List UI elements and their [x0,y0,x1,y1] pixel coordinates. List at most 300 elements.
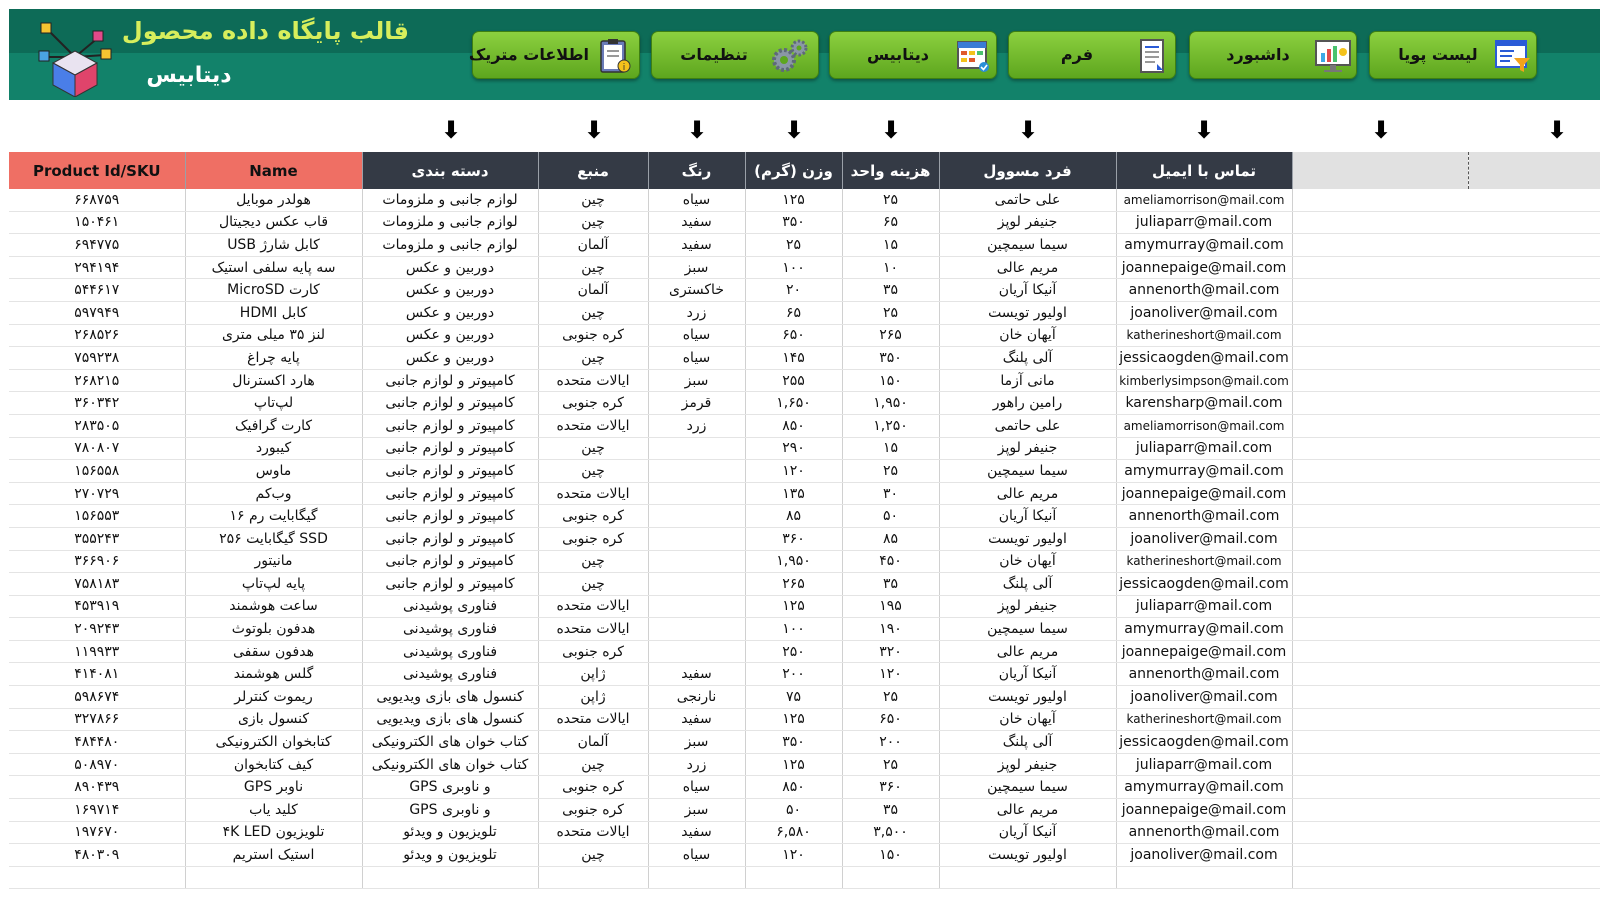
cell-empty[interactable] [1292,460,1468,483]
cell-source[interactable]: چین [538,573,648,596]
cell-unit-cost[interactable]: ۱۹۵ [842,595,939,618]
cell-responsible[interactable]: آنیکا آریان [939,663,1116,686]
cell-email[interactable]: jessicaogden@mail.com [1116,731,1292,754]
cell-color[interactable] [648,482,745,505]
column-header-responsible[interactable]: فرد مسوول [939,152,1116,189]
cell-source[interactable]: چین [538,347,648,370]
cell-email[interactable]: joanoliver@mail.com [1116,301,1292,324]
cell-unit-cost[interactable]: ۸۵ [842,527,939,550]
cell-color[interactable]: سفید [648,821,745,844]
cell-email[interactable]: joannepaige@mail.com [1116,799,1292,822]
cell-empty[interactable] [1468,392,1600,415]
cell-weight[interactable]: ۱۲۵ [745,595,842,618]
cell-category[interactable]: کامپیوتر و لوازم جانبی [362,414,538,437]
cell-weight[interactable]: ۱۲۰ [745,844,842,867]
table-row[interactable] [9,256,1600,279]
cell-weight[interactable]: ۱۰۰ [745,256,842,279]
cell-sku[interactable]: ۱۵۶۵۵۸ [9,460,185,483]
cell-category[interactable]: فناوری پوشیدنی [362,640,538,663]
cell-email[interactable]: joanoliver@mail.com [1116,844,1292,867]
cell-category[interactable]: کامپیوتر و لوازم جانبی [362,392,538,415]
filter-arrow-icon[interactable]: ⬇ [1547,116,1568,144]
cell-name[interactable]: ساعت هوشمند [185,595,362,618]
column-header-sku[interactable]: Product Id/SKU [9,152,185,189]
cell-empty[interactable] [1468,460,1600,483]
cell-source[interactable]: آلمان [538,279,648,302]
cell-color[interactable] [648,866,745,889]
table-row[interactable] [9,573,1600,596]
cell-source[interactable]: ایالات متحده [538,618,648,641]
table-row[interactable] [9,279,1600,302]
cell-category[interactable]: کامپیوتر و لوازم جانبی [362,437,538,460]
table-row[interactable] [9,776,1600,799]
cell-email[interactable]: annenorth@mail.com [1116,821,1292,844]
cell-color[interactable]: سیاه [648,189,745,211]
cell-color[interactable]: زرد [648,301,745,324]
cell-name[interactable]: پایه لپ‌تاپ [185,573,362,596]
cell-weight[interactable]: ۱۲۵ [745,189,842,211]
cell-empty[interactable] [1292,437,1468,460]
cell-source[interactable]: کره جنوبی [538,776,648,799]
cell-responsible[interactable]: آلی پلنگ [939,573,1116,596]
cell-unit-cost[interactable]: ۲۵ [842,686,939,709]
cell-color[interactable]: سفید [648,211,745,234]
cell-color[interactable]: قرمز [648,392,745,415]
cell-empty[interactable] [1292,821,1468,844]
cell-color[interactable] [648,550,745,573]
cell-empty[interactable] [1468,527,1600,550]
cell-color[interactable]: زرد [648,753,745,776]
cell-responsible[interactable]: مریم عالی [939,256,1116,279]
table-row[interactable] [9,392,1600,415]
cell-email[interactable] [1116,866,1292,889]
cell-color[interactable]: نارنجی [648,686,745,709]
cell-name[interactable]: وب‌کم [185,482,362,505]
cell-weight[interactable]: ۵۰ [745,799,842,822]
cell-category[interactable]: دوربین و عکس [362,324,538,347]
table-row[interactable] [9,618,1600,641]
cell-empty[interactable] [1468,211,1600,234]
cell-responsible[interactable]: اولیور تویست [939,301,1116,324]
cell-sku[interactable]: ۱۱۹۹۳۳ [9,640,185,663]
cell-empty[interactable] [1292,256,1468,279]
cell-empty[interactable] [1468,437,1600,460]
cell-unit-cost[interactable]: ۲۰۰ [842,731,939,754]
cell-weight[interactable]: ۱۴۵ [745,347,842,370]
cell-name[interactable]: لنز ۳۵ میلی متری [185,324,362,347]
cell-weight[interactable]: ۲۹۰ [745,437,842,460]
cell-unit-cost[interactable]: ۴۵۰ [842,550,939,573]
cell-sku[interactable]: ۲۷۰۷۲۹ [9,482,185,505]
cell-unit-cost[interactable]: ۱۰ [842,256,939,279]
cell-source[interactable]: آلمان [538,731,648,754]
cell-empty[interactable] [1468,753,1600,776]
cell-empty[interactable] [1292,708,1468,731]
cell-responsible[interactable]: اولیور تویست [939,844,1116,867]
cell-empty[interactable] [1468,414,1600,437]
cell-weight[interactable]: ۱۳۵ [745,482,842,505]
cell-sku[interactable] [9,866,185,889]
cell-sku[interactable]: ۶۶۸۷۵۹ [9,189,185,211]
cell-empty[interactable] [1292,211,1468,234]
cell-category[interactable]: دوربین و عکس [362,256,538,279]
cell-responsible[interactable]: آنیکا آریان [939,821,1116,844]
cell-email[interactable]: amymurray@mail.com [1116,776,1292,799]
cell-empty[interactable] [1468,640,1600,663]
cell-name[interactable]: تلویزیون ۴K LED [185,821,362,844]
cell-empty[interactable] [1292,189,1468,211]
cell-name[interactable]: مانیتور [185,550,362,573]
cell-email[interactable]: katherineshort@mail.com [1116,708,1292,731]
table-row[interactable] [9,324,1600,347]
cell-source[interactable]: کره جنوبی [538,392,648,415]
cell-responsible[interactable]: جنیفر لوپز [939,595,1116,618]
cell-unit-cost[interactable]: ۱۵ [842,234,939,257]
cell-unit-cost[interactable]: ۵۰ [842,505,939,528]
cell-empty[interactable] [1468,618,1600,641]
filter-arrow-icon[interactable]: ⬇ [1371,116,1392,144]
cell-responsible[interactable]: آلی پلنگ [939,347,1116,370]
cell-empty[interactable] [1292,279,1468,302]
cell-unit-cost[interactable]: ۶۵۰ [842,708,939,731]
cell-weight[interactable]: ۲۰ [745,279,842,302]
cell-sku[interactable]: ۴۱۴۰۸۱ [9,663,185,686]
cell-email[interactable]: joanoliver@mail.com [1116,686,1292,709]
cell-empty[interactable] [1468,573,1600,596]
cell-responsible[interactable]: آیهان خان [939,708,1116,731]
filter-arrow-icon[interactable]: ⬇ [584,116,605,144]
cell-empty[interactable] [1292,347,1468,370]
column-header-empty[interactable] [1292,152,1468,189]
cell-responsible[interactable]: آنیکا آریان [939,279,1116,302]
cell-empty[interactable] [1468,821,1600,844]
cell-source[interactable]: چین [538,753,648,776]
cell-empty[interactable] [1468,550,1600,573]
table-row[interactable] [9,753,1600,776]
cell-empty[interactable] [1468,256,1600,279]
cell-unit-cost[interactable]: ۳۵ [842,279,939,302]
cell-email[interactable]: jessicaogden@mail.com [1116,573,1292,596]
cell-source[interactable]: ایالات متحده [538,595,648,618]
cell-color[interactable]: سفید [648,708,745,731]
cell-weight[interactable]: ۸۵۰ [745,414,842,437]
cell-unit-cost[interactable]: ۳۲۰ [842,640,939,663]
cell-weight[interactable]: ۲۵ [745,234,842,257]
cell-empty[interactable] [1292,731,1468,754]
cell-unit-cost[interactable]: ۳۶۰ [842,776,939,799]
cell-empty[interactable] [1292,527,1468,550]
cell-responsible[interactable]: آیهان خان [939,550,1116,573]
table-row[interactable] [9,866,1600,889]
cell-color[interactable]: سیاه [648,844,745,867]
cell-unit-cost[interactable]: ۱۵۰ [842,844,939,867]
nav-button-dynamic-list[interactable] [1369,31,1537,79]
cell-responsible[interactable]: سیما سیمچین [939,776,1116,799]
cell-name[interactable]: ریموت کنترلر [185,686,362,709]
table-row[interactable] [9,595,1600,618]
cell-email[interactable]: annenorth@mail.com [1116,663,1292,686]
cell-empty[interactable] [1292,686,1468,709]
cell-source[interactable]: کره جنوبی [538,505,648,528]
cell-sku[interactable]: ۲۶۸۵۲۶ [9,324,185,347]
cell-empty[interactable] [1292,844,1468,867]
cell-source[interactable]: ایالات متحده [538,821,648,844]
cell-email[interactable]: juliaparr@mail.com [1116,437,1292,460]
table-row[interactable] [9,414,1600,437]
cell-weight[interactable]: ۶۵۰ [745,324,842,347]
cell-empty[interactable] [1292,324,1468,347]
cell-name[interactable]: لپ‌تاپ [185,392,362,415]
table-row[interactable] [9,234,1600,257]
cell-name[interactable]: کابل HDMI [185,301,362,324]
cell-responsible[interactable] [939,866,1116,889]
table-row[interactable] [9,211,1600,234]
cell-name[interactable] [185,866,362,889]
cell-category[interactable]: کامپیوتر و لوازم جانبی [362,573,538,596]
cell-unit-cost[interactable]: ۳۰ [842,482,939,505]
cell-email[interactable]: annenorth@mail.com [1116,505,1292,528]
cell-color[interactable]: سیاه [648,347,745,370]
cell-weight[interactable]: ۸۵ [745,505,842,528]
column-header-email[interactable]: تماس با ایمیل [1116,152,1292,189]
cell-empty[interactable] [1292,753,1468,776]
cell-name[interactable]: کنسول بازی [185,708,362,731]
cell-category[interactable]: و ناوبری GPS [362,776,538,799]
cell-weight[interactable]: ۱,۶۵۰ [745,392,842,415]
cell-responsible[interactable]: جنیفر لوپز [939,753,1116,776]
cell-category[interactable]: تلویزیون و ویدئو [362,844,538,867]
cell-sku[interactable]: ۳۵۵۲۴۳ [9,527,185,550]
cell-sku[interactable]: ۱۶۹۷۱۴ [9,799,185,822]
cell-category[interactable]: کتاب خوان های الکترونیکی [362,731,538,754]
cell-source[interactable]: کره جنوبی [538,799,648,822]
cell-source[interactable]: کره جنوبی [538,324,648,347]
cell-unit-cost[interactable]: ۲۵ [842,460,939,483]
cell-empty[interactable] [1468,866,1600,889]
cell-sku[interactable]: ۷۵۹۲۳۸ [9,347,185,370]
cell-source[interactable]: چین [538,301,648,324]
cell-email[interactable]: juliaparr@mail.com [1116,211,1292,234]
cell-source[interactable]: ایالات متحده [538,369,648,392]
cell-empty[interactable] [1468,189,1600,211]
cell-source[interactable]: آلمان [538,234,648,257]
cell-sku[interactable]: ۱۵۶۵۵۳ [9,505,185,528]
cell-weight[interactable] [745,866,842,889]
table-row[interactable] [9,686,1600,709]
cell-weight[interactable]: ۲۰۰ [745,663,842,686]
cell-empty[interactable] [1292,663,1468,686]
cell-unit-cost[interactable]: ۱۵ [842,437,939,460]
cell-unit-cost[interactable]: ۱,۲۵۰ [842,414,939,437]
cell-color[interactable]: سبز [648,256,745,279]
column-header-unit-cost[interactable]: هزینه واحد [842,152,939,189]
cell-empty[interactable] [1292,392,1468,415]
table-row[interactable] [9,799,1600,822]
table-row[interactable] [9,527,1600,550]
cell-weight[interactable]: ۱۰۰ [745,618,842,641]
column-header-source[interactable]: منبع [538,152,648,189]
filter-arrow-icon[interactable]: ⬇ [1018,116,1039,144]
cell-sku[interactable]: ۷۵۸۱۸۳ [9,573,185,596]
cell-empty[interactable] [1292,369,1468,392]
table-row[interactable] [9,640,1600,663]
cell-unit-cost[interactable]: ۲۶۵ [842,324,939,347]
cell-color[interactable] [648,595,745,618]
table-row[interactable] [9,821,1600,844]
cell-weight[interactable]: ۱۲۵ [745,708,842,731]
cell-empty[interactable] [1468,279,1600,302]
cell-source[interactable] [538,866,648,889]
cell-category[interactable]: کامپیوتر و لوازم جانبی [362,527,538,550]
cell-source[interactable]: چین [538,550,648,573]
cell-responsible[interactable]: جنیفر لوپز [939,211,1116,234]
cell-empty[interactable] [1468,708,1600,731]
cell-unit-cost[interactable]: ۲۵ [842,753,939,776]
table-row[interactable] [9,708,1600,731]
cell-sku[interactable]: ۵۹۸۶۷۴ [9,686,185,709]
cell-source[interactable]: ژاپن [538,663,648,686]
cell-weight[interactable]: ۱۲۰ [745,460,842,483]
cell-empty[interactable] [1292,776,1468,799]
cell-name[interactable]: گیگابایت رم ۱۶ [185,505,362,528]
cell-empty[interactable] [1292,618,1468,641]
cell-responsible[interactable]: جنیفر لوپز [939,437,1116,460]
cell-weight[interactable]: ۱,۹۵۰ [745,550,842,573]
cell-color[interactable] [648,573,745,596]
cell-empty[interactable] [1468,663,1600,686]
column-header-category[interactable]: دسته بندی [362,152,538,189]
cell-source[interactable]: ژاپن [538,686,648,709]
cell-color[interactable]: زرد [648,414,745,437]
cell-email[interactable]: joannepaige@mail.com [1116,640,1292,663]
cell-responsible[interactable]: مریم عالی [939,799,1116,822]
cell-empty[interactable] [1468,686,1600,709]
cell-category[interactable]: کامپیوتر و لوازم جانبی [362,482,538,505]
cell-email[interactable]: amymurray@mail.com [1116,234,1292,257]
cell-category[interactable]: کنسول های بازی ویدیویی [362,686,538,709]
cell-responsible[interactable]: سیما سیمچین [939,618,1116,641]
table-row[interactable] [9,731,1600,754]
cell-name[interactable]: گلس هوشمند [185,663,362,686]
cell-source[interactable]: چین [538,189,648,211]
cell-empty[interactable] [1468,301,1600,324]
cell-category[interactable]: دوربین و عکس [362,279,538,302]
cell-color[interactable]: سیاه [648,776,745,799]
cell-name[interactable]: کلید یاب [185,799,362,822]
cell-empty[interactable] [1292,595,1468,618]
cell-color[interactable] [648,437,745,460]
cell-name[interactable]: ماوس [185,460,362,483]
cell-sku[interactable]: ۱۹۷۶۷۰ [9,821,185,844]
cell-sku[interactable]: ۴۸۴۴۸۰ [9,731,185,754]
cell-category[interactable]: لوازم جانبی و ملزومات [362,211,538,234]
table-row[interactable] [9,437,1600,460]
cell-empty[interactable] [1468,595,1600,618]
cell-name[interactable]: هولدر موبایل [185,189,362,211]
cell-empty[interactable] [1292,550,1468,573]
cell-empty[interactable] [1468,324,1600,347]
table-row[interactable] [9,369,1600,392]
cell-empty[interactable] [1292,414,1468,437]
filter-arrow-icon[interactable]: ⬇ [1194,116,1215,144]
cell-sku[interactable]: ۲۰۹۲۴۳ [9,618,185,641]
cell-email[interactable]: joannepaige@mail.com [1116,482,1292,505]
cell-name[interactable]: هدفون سقفی [185,640,362,663]
cell-color[interactable] [648,618,745,641]
cell-unit-cost[interactable]: ۶۵ [842,211,939,234]
cell-responsible[interactable]: اولیور تویست [939,527,1116,550]
cell-name[interactable]: استیک استریم [185,844,362,867]
cell-color[interactable] [648,527,745,550]
cell-color[interactable]: سبز [648,369,745,392]
cell-empty[interactable] [1468,776,1600,799]
cell-unit-cost[interactable]: ۱۵۰ [842,369,939,392]
filter-arrow-icon[interactable]: ⬇ [784,116,805,144]
cell-category[interactable]: لوازم جانبی و ملزومات [362,189,538,211]
cell-responsible[interactable]: اولیور تویست [939,686,1116,709]
cell-sku[interactable]: ۵۹۷۹۴۹ [9,301,185,324]
cell-sku[interactable]: ۲۸۳۵۰۵ [9,414,185,437]
cell-email[interactable]: joannepaige@mail.com [1116,256,1292,279]
cell-category[interactable]: لوازم جانبی و ملزومات [362,234,538,257]
cell-email[interactable]: katherineshort@mail.com [1116,324,1292,347]
cell-unit-cost[interactable]: ۳,۵۰۰ [842,821,939,844]
cell-empty[interactable] [1468,347,1600,370]
cell-source[interactable]: ایالات متحده [538,482,648,505]
cell-sku[interactable]: ۳۶۰۳۴۲ [9,392,185,415]
cell-category[interactable]: فناوری پوشیدنی [362,618,538,641]
cell-responsible[interactable]: مریم عالی [939,640,1116,663]
cell-category[interactable]: فناوری پوشیدنی [362,663,538,686]
cell-responsible[interactable]: آنیکا آریان [939,505,1116,528]
column-header-name[interactable]: Name [185,152,362,189]
table-row[interactable] [9,550,1600,573]
cell-email[interactable]: jessicaogden@mail.com [1116,347,1292,370]
cell-empty[interactable] [1292,234,1468,257]
cell-email[interactable]: joanoliver@mail.com [1116,527,1292,550]
filter-arrow-icon[interactable]: ⬇ [687,116,708,144]
cell-unit-cost[interactable]: ۱۲۰ [842,663,939,686]
cell-weight[interactable]: ۲۵۵ [745,369,842,392]
cell-source[interactable]: کره جنوبی [538,527,648,550]
table-row[interactable] [9,189,1600,211]
filter-arrow-icon[interactable]: ⬇ [441,116,462,144]
cell-empty[interactable] [1292,640,1468,663]
cell-empty[interactable] [1468,234,1600,257]
cell-unit-cost[interactable] [842,866,939,889]
cell-source[interactable]: چین [538,844,648,867]
column-header-empty[interactable] [1468,152,1600,189]
table-row[interactable] [9,844,1600,867]
cell-name[interactable]: کیبورد [185,437,362,460]
cell-name[interactable]: کیف کتابخوان [185,753,362,776]
cell-name[interactable]: SSD گیگابایت ۲۵۶ [185,527,362,550]
cell-weight[interactable]: ۶۵ [745,301,842,324]
column-header-weight[interactable]: وزن (گرم) [745,152,842,189]
cell-empty[interactable] [1468,505,1600,528]
table-row[interactable] [9,505,1600,528]
cell-color[interactable]: سبز [648,799,745,822]
cell-email[interactable]: juliaparr@mail.com [1116,595,1292,618]
cell-sku[interactable]: ۵۰۸۹۷۰ [9,753,185,776]
cell-empty[interactable] [1468,731,1600,754]
cell-weight[interactable]: ۳۵۰ [745,211,842,234]
cell-unit-cost[interactable]: ۱۹۰ [842,618,939,641]
cell-source[interactable]: چین [538,256,648,279]
cell-email[interactable]: katherineshort@mail.com [1116,550,1292,573]
cell-color[interactable]: سفید [648,234,745,257]
column-header-color[interactable]: رنگ [648,152,745,189]
